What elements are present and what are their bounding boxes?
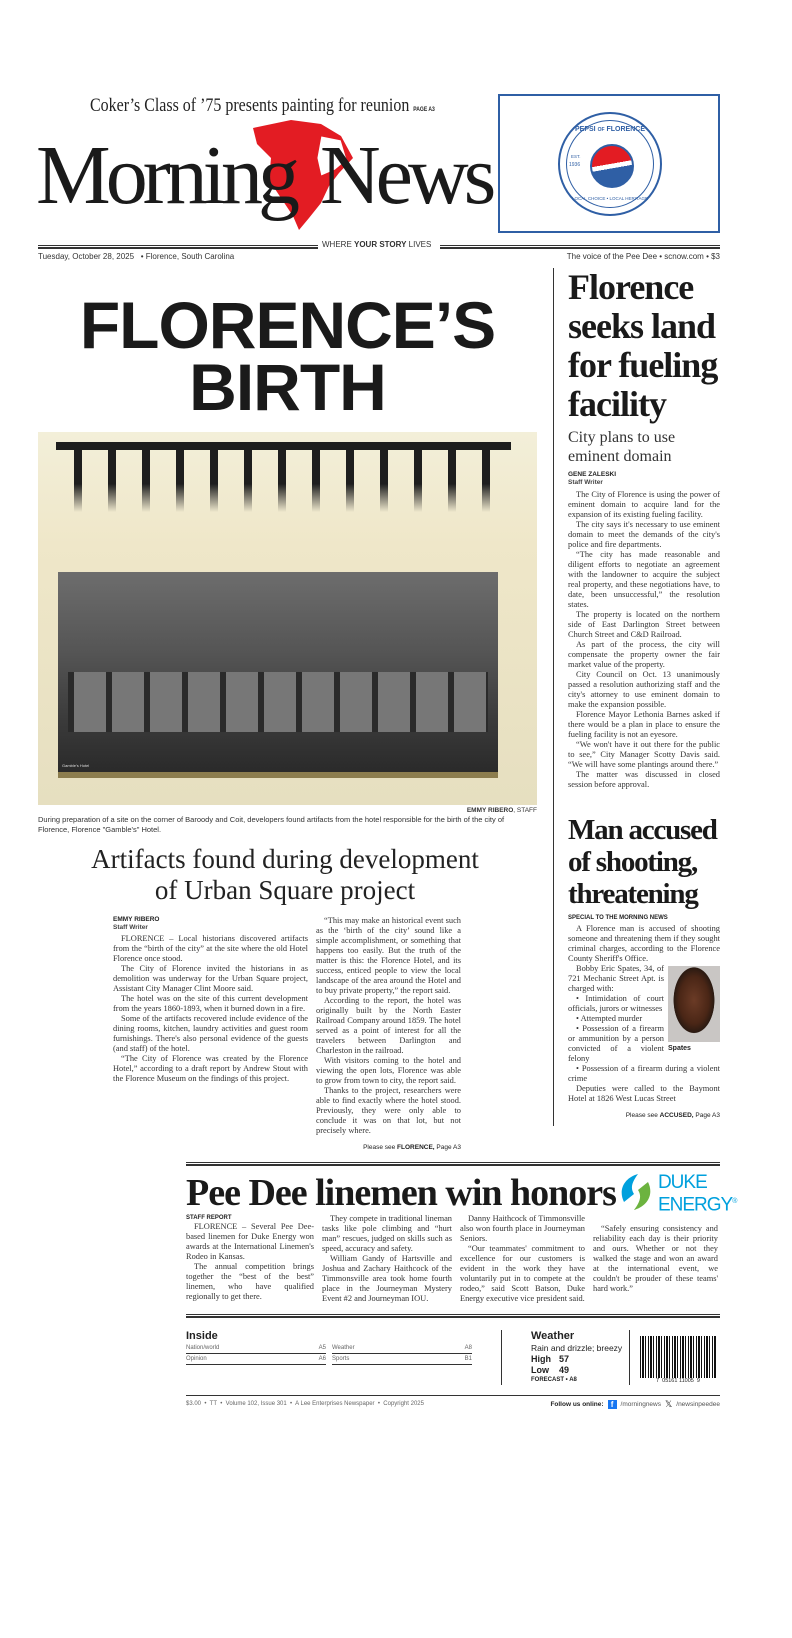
photo-inset-label: Gamble's Hotel <box>62 763 90 768</box>
dateline-motto: The voice of the Pee Dee • scnow.com • $3 <box>566 252 720 261</box>
paragraph: Thanks to the project, researchers were able to find exactly where the hotel stood. Previously, they were only able to conclude it was on that lot, but not precisely where. <box>316 1086 461 1135</box>
paragraph: They compete in traditional lineman tasks like pole climbing and “hurt man” rescues, judged on skills such as speed, accuracy and safety. <box>322 1214 452 1253</box>
photo-caption: Spates <box>668 1045 691 1052</box>
linemen-col-4 <box>593 1224 718 1294</box>
rule <box>186 1162 720 1166</box>
inside-item[interactable]: Sports B1 <box>332 1354 472 1365</box>
paragraph: The matter was discussed in closed session before approval. <box>568 770 720 789</box>
weather-box: Weather Rain and drizzle; breezy High 57 Low 49 FORECAST • A8 <box>531 1330 623 1383</box>
paragraph: City Council on Oct. 13 unanimously passed a resolution authorizing staff and the city's attorney to use eminent domain to make the expansion possible. <box>568 670 720 709</box>
footer-info: $3.00 • TT • Volume 102, Issue 301 • A Lee Enterprises Newspaper • Copyright 2025 <box>186 1401 424 1407</box>
rule <box>186 1314 720 1318</box>
hotel-photo <box>58 572 498 772</box>
artifacts-col-1 <box>113 916 308 1084</box>
paragraph: FLORENCE – Several Pee Dee-based linemen for Duke Energy won awards at the International Linemen's Rodeo in Kansas. <box>186 1222 314 1261</box>
teaser[interactable] <box>90 95 435 117</box>
teaser-page: PAGE A3 <box>413 107 435 113</box>
pepsi-ad[interactable] <box>498 94 720 233</box>
byline-role: Staff Writer <box>113 924 148 931</box>
charge-item: • Attempted murder <box>576 1014 643 1023</box>
paragraph: “This may make an historical event such as the ‘birth of the city’ sound like a simple accomplishment, or something that happens too easily. But the truth of the matter is this: the Florence Hotel, and its success, enticed people to view the local landscape of the area around the Hotel and to buy private property,” the report said. <box>316 916 461 995</box>
paragraph: The City of Florence invited the historians in as demolition was underway for the Urban Square project, Assistant City Manager Clint Moore said. <box>113 964 308 993</box>
paragraph: As part of the process, the city will compensate the property owner the fair market value of the property. <box>568 640 720 669</box>
fuel-subhead: City plans to use eminent domain <box>568 429 676 465</box>
artifacts-jump-link[interactable]: Please see FLORENCE, Page A3 <box>363 1144 461 1151</box>
paragraph: The hotel was on the site of this current development from the years 1860-1893, when it burned down in a fire. <box>113 994 308 1013</box>
divider <box>629 1330 630 1385</box>
paragraph: The property is located on the northern side of East Darlington Street between Church Street and C&D Railroad. <box>568 610 720 639</box>
paragraph: Deputies were called to the Baymont Hotel at 1826 West Lucas Street <box>568 1084 720 1103</box>
mugshot-photo <box>668 966 720 1042</box>
masthead-morning: Morning <box>36 129 295 222</box>
railroad-spikes <box>58 442 508 512</box>
paragraph: “We won't have it out there for the public to see,” City Manager Scotty Davis said. “We will have some plantings around there.” <box>568 740 720 769</box>
masthead <box>36 118 496 238</box>
pepsi-logo <box>558 112 662 216</box>
fuel-story <box>568 268 720 790</box>
paragraph: Some of the artifacts recovered include evidence of the dining rooms, kitchen, laundry activities and guest room furnishings. There's also personal evidence of the guests (and staff) of the hotel. <box>113 1014 308 1053</box>
pepsi-year: 1936 <box>569 162 581 168</box>
paragraph: “Our teammates' commitment to excellence for our customers is evident in the work they have voluntarily put in to compete at the rodeo,” said Scott Batson, Duke Energy executive vice president said. <box>460 1244 585 1303</box>
paragraph: Bobby Eric Spates, 34, of 721 Mechanic Street Apt. is charged with: <box>568 964 664 993</box>
paragraph: A Florence man is accused of shooting someone and threatening them if they sought criminal charges, according to the Florence County Sheriff's Office. <box>568 924 720 963</box>
linemen-col-2 <box>322 1214 452 1304</box>
photo-caption: During preparation of a site on the corner of Baroody and Coit, developers found artifacts from the hotel responsible for the birth of the city of Florence, Florence "Gamble's" Hotel. <box>38 815 505 834</box>
byline: GENE ZALESKI <box>568 471 617 478</box>
inside-item[interactable]: Opinion A6 <box>186 1354 326 1365</box>
social-links: Follow us online: f /morningnews 𝕏 /newsinpeedee <box>550 1399 720 1409</box>
paragraph: Danny Haithcock of Timmonsville also won fourth place in Journeyman Seniors. <box>460 1214 585 1243</box>
linemen-col-3 <box>460 1214 585 1304</box>
rule <box>440 245 720 249</box>
duke-energy-logo: DUKE ENERGY® <box>616 1172 742 1214</box>
byline: EMMY RIBERO <box>113 916 160 923</box>
photo-credit: EMMY RIBERO, STAFF <box>466 807 537 814</box>
facebook-icon[interactable]: f <box>608 1400 617 1409</box>
fuel-headline[interactable]: Florence seeks land for fueling facility <box>568 267 718 424</box>
teaser-text: Coker’s Class of ’75 presents painting for reunion <box>90 95 410 116</box>
paragraph: The City of Florence is using the power of eminent domain to acquire land for the expansion of its existing fueling facility. <box>568 490 720 519</box>
paragraph: The city says it's necessary to use eminent domain to meet the demands of the city's police and fire departments. <box>568 520 720 549</box>
artifacts-col-2 <box>316 916 461 1152</box>
divider <box>501 1330 502 1385</box>
masthead-news: News <box>320 129 492 222</box>
x-icon[interactable]: 𝕏 <box>665 1399 673 1409</box>
paragraph: Florence Mayor Lethonia Barnes asked if there would be a plan in place to ensure the fueling facility is not an eyesore. <box>568 710 720 739</box>
paragraph: According to the report, the hotel was originally built by the North Easter Railroad Company around 1859. The hotel served as a point of interest for all the travelers between Darlington and Charleston in the railroad. <box>316 996 461 1055</box>
dateline: Tuesday, October 28, 2025 • Florence, South Carolina <box>38 252 235 261</box>
shooting-story <box>568 814 720 1120</box>
paragraph: “The city has made reasonable and diligent efforts to negotiate an agreement with the landowner to acquire the subject real property, and these negotiations have, to date, been unsuccessful,” the resolution states. <box>568 550 720 609</box>
shooting-jump-link[interactable]: Please see ACCUSED, Page A3 <box>625 1112 720 1119</box>
lead-photo[interactable] <box>38 432 537 805</box>
pepsi-city: FLORENCE <box>606 126 645 133</box>
rule <box>186 1395 720 1396</box>
inside-item[interactable]: Nation/world A5 <box>186 1343 326 1354</box>
tagline: WHERE YOUR STORY LIVES <box>322 240 432 249</box>
inside-item[interactable]: Weather A8 <box>332 1343 472 1354</box>
byline: SPECIAL TO THE MORNING NEWS <box>568 915 668 921</box>
paragraph: With visitors coming to the hotel and viewing the open lots, Florence was able to grow from town to city, the report said. <box>316 1056 461 1085</box>
pepsi-ring-text: LOCAL CHOICE • LOCAL HERITAGE <box>572 196 648 201</box>
right-column <box>553 268 720 1126</box>
artifacts-headline[interactable]: Artifacts found during development of Urban Square project <box>91 844 479 905</box>
mugshot <box>668 966 720 1053</box>
inside-index <box>186 1330 472 1385</box>
lead-headline[interactable]: FLORENCE’S BIRTH <box>79 288 496 424</box>
charge-item: • Possession of a firearm or ammunition by a person convicted of a violent felony <box>568 1024 664 1063</box>
pepsi-of: OF <box>597 127 605 133</box>
lead-column <box>38 268 537 1152</box>
x-link[interactable]: /newsinpeedee <box>676 1401 720 1408</box>
byline-role: Staff Writer <box>568 479 603 486</box>
charge-item: • Possession of a firearm during a violent crime <box>568 1064 720 1083</box>
charge-item: • Intimidation of court officials, jurors or witnesses <box>568 994 664 1013</box>
paragraph: FLORENCE – Local historians discovered artifacts from the “birth of the city” at the site where the old Hotel Florence once stood. <box>113 934 308 963</box>
paragraph: The annual competition brings together the “best of the best” linemen, who have qualified regionally to get there. <box>186 1262 314 1301</box>
paragraph: “The City of Florence was created by the Florence Hotel,” according to a draft report by Andrew Stout with the Florence Museum on the findings of this project. <box>113 1054 308 1083</box>
pepsi-brand: PEPSI <box>575 126 596 133</box>
paragraph: “Safely ensuring consistency and reliability each day is their priority and ours. Whether or not they walked the stage and won an award at the international event, we couldn't be prouder of these teams' hard work.” <box>593 1224 718 1293</box>
shooting-headline[interactable]: Man accused of shooting, threatening <box>568 814 717 910</box>
facebook-link[interactable]: /morningnews <box>620 1401 661 1408</box>
linemen-headline[interactable]: Pee Dee linemen win honors <box>186 1172 616 1214</box>
pepsi-est: EST. <box>571 154 581 159</box>
inside-title: Inside <box>186 1330 218 1342</box>
forecast-link[interactable]: FORECAST • A8 <box>531 1377 577 1383</box>
barcode: 7 05161 11005 9 <box>636 1330 720 1385</box>
paragraph: William Gandy of Hartsville and Joshua and Zachary Haithcock of the Timmonsville area took home fourth place in the Journeyman Mystery Event #2 and Journeyman IOU. <box>322 1254 452 1303</box>
byline: STAFF REPORT <box>186 1215 232 1221</box>
linemen-col-1 <box>186 1214 314 1302</box>
rule <box>38 245 318 249</box>
duke-energy-mark-icon <box>616 1172 656 1212</box>
